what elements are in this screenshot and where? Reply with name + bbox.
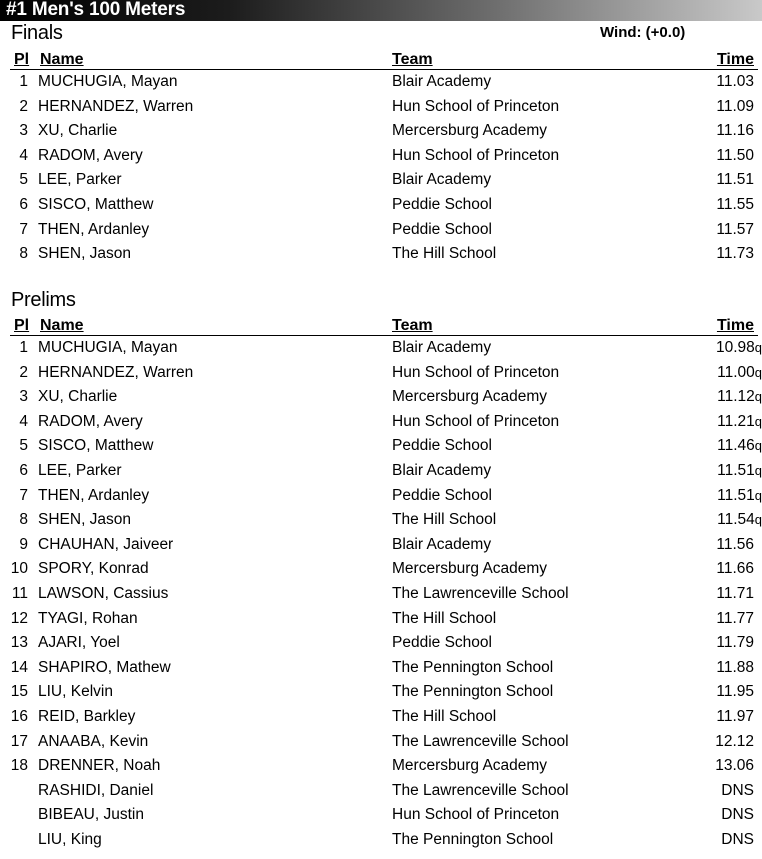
table-row [0, 681, 762, 706]
place-cell: 9 [19, 535, 28, 553]
athlete-name-cell: SHEN, Jason [38, 511, 132, 529]
name-header: Name [40, 317, 84, 334]
table-row [0, 337, 762, 362]
athlete-name-cell: SHEN, Jason [38, 245, 132, 263]
time-value: DNS [721, 830, 754, 848]
team-cell: Blair Academy [392, 535, 492, 553]
time-value: 11.97 [716, 707, 754, 725]
team-cell: Blair Academy [392, 171, 492, 189]
time-cell [716, 245, 754, 263]
place-cell: 3 [19, 122, 28, 140]
team-cell: Hun School of Princeton [392, 412, 560, 430]
athlete-name-cell: LEE, Parker [38, 171, 122, 189]
time-cell [715, 733, 754, 751]
team-cell: Mercersburg Academy [392, 122, 548, 140]
team-header: Team [392, 51, 433, 68]
time-value: 11.00 [717, 363, 755, 381]
time-value: 11.79 [716, 634, 754, 652]
time-value: 11.66 [716, 560, 754, 578]
table-row [0, 145, 762, 170]
team-cell: The Pennington School [392, 683, 554, 701]
time-value: 11.56 [716, 535, 754, 553]
time-cell [716, 659, 754, 677]
time-cell [716, 339, 762, 357]
time-header: Time [716, 51, 754, 68]
table-row [0, 120, 762, 145]
time-cell [717, 487, 762, 505]
finals-column-header [0, 51, 762, 70]
time-value: 11.88 [716, 658, 754, 676]
athlete-name-cell: THEN, Ardanley [38, 486, 150, 504]
time-cell [721, 782, 754, 800]
team-cell: The Pennington School [392, 658, 554, 676]
place-cell: 6 [19, 461, 28, 479]
time-value: 10.98 [715, 339, 755, 356]
team-cell: Peddie School [392, 220, 492, 238]
team-cell: Blair Academy [392, 461, 492, 479]
place-cell: 2 [19, 363, 28, 381]
header-rule [10, 335, 758, 336]
table-row [0, 804, 762, 829]
time-value: 11.55 [716, 195, 754, 213]
table-row [0, 386, 762, 411]
team-cell: Mercersburg Academy [392, 560, 548, 578]
athlete-name-cell: LIU, King [38, 830, 102, 848]
time-value: 11.09 [716, 97, 754, 115]
athlete-name-cell: REID, Barkley [38, 707, 136, 725]
athlete-name-cell: HERNANDEZ, Warren [38, 97, 194, 115]
time-cell [716, 98, 754, 116]
qualifier-mark: q [754, 512, 762, 528]
place-header: Pl [14, 51, 30, 68]
table-row [0, 780, 762, 805]
team-cell: Blair Academy [392, 73, 492, 90]
time-value: 11.21 [717, 412, 755, 430]
time-value: 11.71 [716, 584, 754, 602]
place-cell: 16 [10, 707, 28, 725]
table-row [0, 460, 762, 485]
place-cell: 8 [19, 511, 28, 529]
prelims-results-table [0, 337, 762, 853]
team-cell: Mercersburg Academy [392, 757, 548, 775]
time-cell [716, 147, 754, 165]
place-cell: 10 [10, 560, 28, 578]
time-cell [717, 437, 762, 455]
time-cell [716, 610, 754, 628]
athlete-name-cell: LAWSON, Cassius [38, 584, 169, 602]
time-value: 11.73 [716, 245, 754, 263]
table-row [0, 558, 762, 583]
place-cell: 6 [19, 195, 28, 213]
place-cell: 7 [19, 486, 28, 504]
place-cell: 1 [19, 73, 28, 90]
place-cell: 7 [19, 220, 28, 238]
table-row [0, 608, 762, 633]
athlete-name-cell: LIU, Kelvin [38, 683, 113, 701]
time-cell [717, 364, 762, 382]
table-row [0, 829, 762, 854]
athlete-name-cell: SHAPIRO, Mathew [38, 658, 171, 676]
place-cell: 5 [19, 171, 28, 189]
prelims-heading: Prelims [11, 289, 76, 311]
athlete-name-cell: XU, Charlie [38, 122, 118, 140]
time-value: 11.77 [716, 609, 754, 627]
table-row [0, 485, 762, 510]
time-value: 11.16 [716, 122, 754, 140]
athlete-name-cell: THEN, Ardanley [38, 220, 150, 238]
team-cell: Hun School of Princeton [392, 806, 560, 824]
athlete-name-cell: DRENNER, Noah [38, 757, 161, 775]
place-cell: 18 [10, 757, 28, 775]
team-cell: Peddie School [392, 437, 492, 455]
place-header: Pl [14, 317, 30, 334]
table-row [0, 194, 762, 219]
header-rule [10, 69, 758, 70]
table-row [0, 71, 762, 96]
team-cell: Peddie School [392, 195, 492, 213]
place-cell: 2 [19, 97, 28, 115]
time-value: 11.51 [716, 171, 754, 189]
time-value: 12.12 [715, 732, 754, 750]
time-cell [716, 73, 754, 91]
time-value: 11.46 [717, 437, 755, 455]
time-value: DNS [721, 806, 754, 824]
athlete-name-cell: SISCO, Matthew [38, 195, 154, 213]
table-row [0, 435, 762, 460]
place-cell: 8 [19, 245, 28, 263]
time-cell [716, 536, 754, 554]
time-value: 11.51 [717, 461, 755, 479]
team-cell: The Hill School [392, 511, 497, 529]
table-row [0, 632, 762, 657]
time-cell [717, 462, 762, 480]
qualifier-mark: q [754, 413, 762, 429]
time-cell [717, 413, 762, 431]
qualifier-mark: q [754, 340, 762, 355]
time-cell [721, 831, 754, 849]
athlete-name-cell: RADOM, Avery [38, 146, 143, 164]
time-cell [717, 511, 762, 529]
place-cell: 12 [10, 609, 28, 627]
table-row [0, 731, 762, 756]
table-row [0, 657, 762, 682]
time-cell [716, 196, 754, 214]
team-cell: The Lawrenceville School [392, 781, 569, 799]
team-cell: Blair Academy [392, 339, 492, 356]
place-cell: 4 [19, 412, 28, 430]
time-cell [716, 683, 754, 701]
time-value: 11.54 [717, 511, 755, 529]
athlete-name-cell: CHAUHAN, Jaiveer [38, 535, 174, 553]
time-value: 11.51 [717, 486, 755, 504]
team-cell: Mercersburg Academy [392, 388, 548, 406]
place-cell: 5 [19, 437, 28, 455]
time-cell [716, 221, 754, 239]
time-cell [721, 806, 754, 824]
place-cell: 13 [10, 634, 28, 652]
time-cell [715, 757, 754, 775]
team-cell: Hun School of Princeton [392, 363, 560, 381]
team-cell: The Hill School [392, 245, 497, 263]
time-cell [716, 585, 754, 603]
table-row [0, 706, 762, 731]
time-cell [716, 708, 754, 726]
event-title-bar [0, 0, 762, 21]
table-row [0, 243, 762, 268]
finals-results-table [0, 71, 762, 268]
team-cell: The Pennington School [392, 830, 554, 848]
time-cell [716, 122, 754, 140]
time-cell [716, 634, 754, 652]
qualifier-mark: q [754, 487, 762, 503]
place-cell: 14 [10, 658, 28, 676]
event-title: #1 Men's 100 Meters [6, 0, 186, 20]
table-row [0, 411, 762, 436]
athlete-name-cell: ANAABA, Kevin [38, 732, 149, 750]
athlete-name-cell: MUCHUGIA, Mayan [38, 73, 178, 90]
athlete-name-cell: RADOM, Avery [38, 412, 143, 430]
place-cell: 3 [19, 388, 28, 406]
time-value: 11.03 [716, 73, 754, 90]
place-cell: 15 [10, 683, 28, 701]
qualifier-mark: q [754, 364, 762, 380]
time-value: 13.06 [715, 757, 754, 775]
time-value: 11.50 [716, 146, 754, 164]
team-cell: The Hill School [392, 609, 497, 627]
team-header: Team [392, 317, 433, 334]
time-header: Time [716, 317, 754, 334]
team-cell: Hun School of Princeton [392, 146, 560, 164]
athlete-name-cell: BIBEAU, Justin [38, 806, 144, 824]
time-cell [716, 560, 754, 578]
athlete-name-cell: LEE, Parker [38, 461, 122, 479]
place-cell: 17 [10, 732, 28, 750]
athlete-name-cell: TYAGI, Rohan [38, 609, 138, 627]
time-value: 11.57 [716, 220, 754, 238]
table-row [0, 219, 762, 244]
name-header: Name [40, 51, 84, 68]
athlete-name-cell: MUCHUGIA, Mayan [38, 339, 178, 356]
place-cell: 4 [19, 146, 28, 164]
team-cell: Peddie School [392, 486, 492, 504]
prelims-column-header [0, 317, 762, 336]
table-row [0, 755, 762, 780]
time-value: 11.95 [716, 683, 754, 701]
athlete-name-cell: SPORY, Konrad [38, 560, 149, 578]
place-cell: 11 [11, 584, 28, 602]
athlete-name-cell: SISCO, Matthew [38, 437, 154, 455]
team-cell: The Lawrenceville School [392, 732, 569, 750]
athlete-name-cell: HERNANDEZ, Warren [38, 363, 194, 381]
table-row [0, 362, 762, 387]
table-row [0, 96, 762, 121]
time-cell [716, 171, 754, 189]
table-row [0, 534, 762, 559]
qualifier-mark: q [754, 438, 762, 454]
wind-reading: Wind: (+0.0) [600, 24, 686, 41]
team-cell: Peddie School [392, 634, 492, 652]
time-value: 11.12 [717, 388, 755, 406]
place-cell: 1 [19, 339, 28, 356]
team-cell: The Lawrenceville School [392, 584, 569, 602]
table-row [0, 509, 762, 534]
athlete-name-cell: RASHIDI, Daniel [38, 781, 154, 799]
athlete-name-cell: AJARI, Yoel [38, 634, 120, 652]
team-cell: Hun School of Princeton [392, 97, 560, 115]
time-cell [717, 388, 762, 406]
qualifier-mark: q [754, 389, 762, 405]
team-cell: The Hill School [392, 707, 497, 725]
table-row [0, 583, 762, 608]
finals-heading: Finals [11, 22, 63, 44]
table-row [0, 169, 762, 194]
athlete-name-cell: XU, Charlie [38, 388, 118, 406]
qualifier-mark: q [754, 462, 762, 478]
time-value: DNS [721, 781, 754, 799]
